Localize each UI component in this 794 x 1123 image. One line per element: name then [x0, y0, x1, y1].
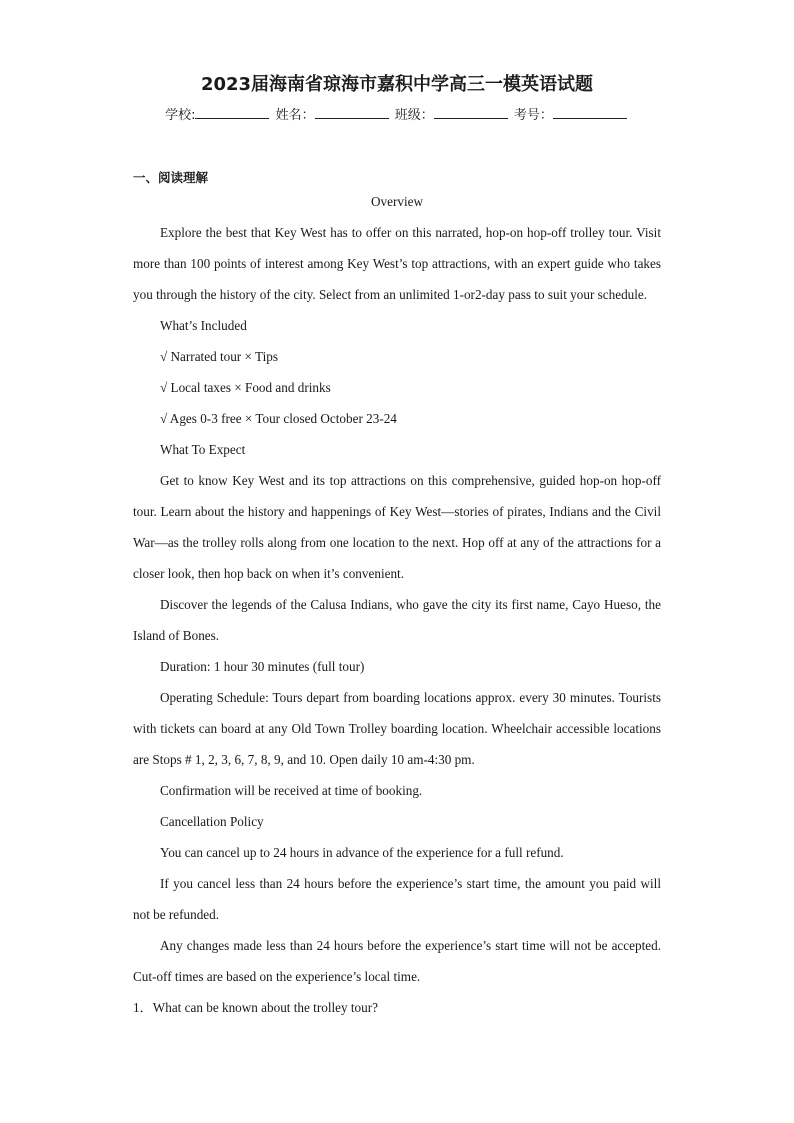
exam-number-blank[interactable]: [553, 106, 627, 119]
confirmation-text: Confirmation will be received at time of booking.: [160, 783, 423, 798]
exam-title: 2023届海南省琼海市嘉积中学高三一模英语试题: [200, 74, 594, 95]
included-heading: What’s Included: [160, 318, 247, 333]
student-info-line: [0, 104, 794, 123]
school-label: 学校:: [165, 108, 196, 123]
class-blank[interactable]: [434, 106, 508, 119]
expect-heading: What To Expect: [160, 442, 246, 457]
cancellation-heading: Cancellation Policy: [160, 814, 264, 829]
included-item: √ Narrated tour × Tips: [160, 349, 278, 364]
included-item: √ Ages 0-3 free × Tour closed October 23-24: [160, 411, 397, 426]
name-label: 姓名：: [275, 108, 315, 123]
question-1: 1．What can be known about the trolley tour?: [133, 1000, 378, 1015]
duration-text: Duration: 1 hour 30 minutes (full tour): [160, 659, 365, 674]
cancellation-text: If you cancel less than 24 hours before the experience’s start time, the amount you paid will not be refunded.: [133, 876, 661, 922]
reading-passage: [133, 186, 661, 1023]
passage-heading: Overview: [371, 194, 423, 209]
included-item: √ Local taxes × Food and drinks: [160, 380, 331, 395]
class-label: 班级：: [394, 108, 434, 123]
cancellation-text: Any changes made less than 24 hours before the experience’s start time will not be accepted. Cut-off times are based on the experience’s local time.: [133, 938, 661, 984]
passage-paragraph-expect: Get to know Key West and its top attractions on this comprehensive, guided hop-on hop-off tour. Learn about the history and happenings of Key West—stories of pirates, Indians and the Civil War—as the trolley rolls along from one location to the next. Hop off at any of the attractions for a closer look, then hop back on when it’s convenient.: [133, 473, 661, 581]
schedule-text: Operating Schedule: Tours depart from boarding locations approx. every 30 minutes. Tourists with tickets can board at any Old Town Trolley boarding location. Wheelchair accessible locations are Stops # 1, 2, 3, 6, 7, 8, 9, and 10. Open daily 10 am-4:30 pm.: [133, 690, 661, 767]
exam-number-label: 考号：: [513, 108, 553, 123]
school-blank[interactable]: [195, 106, 269, 119]
cancellation-text: You can cancel up to 24 hours in advance of the experience for a full refund.: [160, 845, 564, 860]
passage-paragraph-intro: Explore the best that Key West has to offer on this narrated, hop-on hop-off trolley tour. Visit more than 100 points of interest among Key West’s top attractions, with an expert guide who takes you through the history of the city. Select from an unlimited 1-or2-day pass to suit your schedule.: [133, 225, 661, 302]
name-blank[interactable]: [315, 106, 389, 119]
section-title: 一、阅读理解: [133, 170, 209, 185]
passage-paragraph-legends: Discover the legends of the Calusa Indians, who gave the city its first name, Cayo Hueso, the Island of Bones.: [133, 597, 661, 643]
